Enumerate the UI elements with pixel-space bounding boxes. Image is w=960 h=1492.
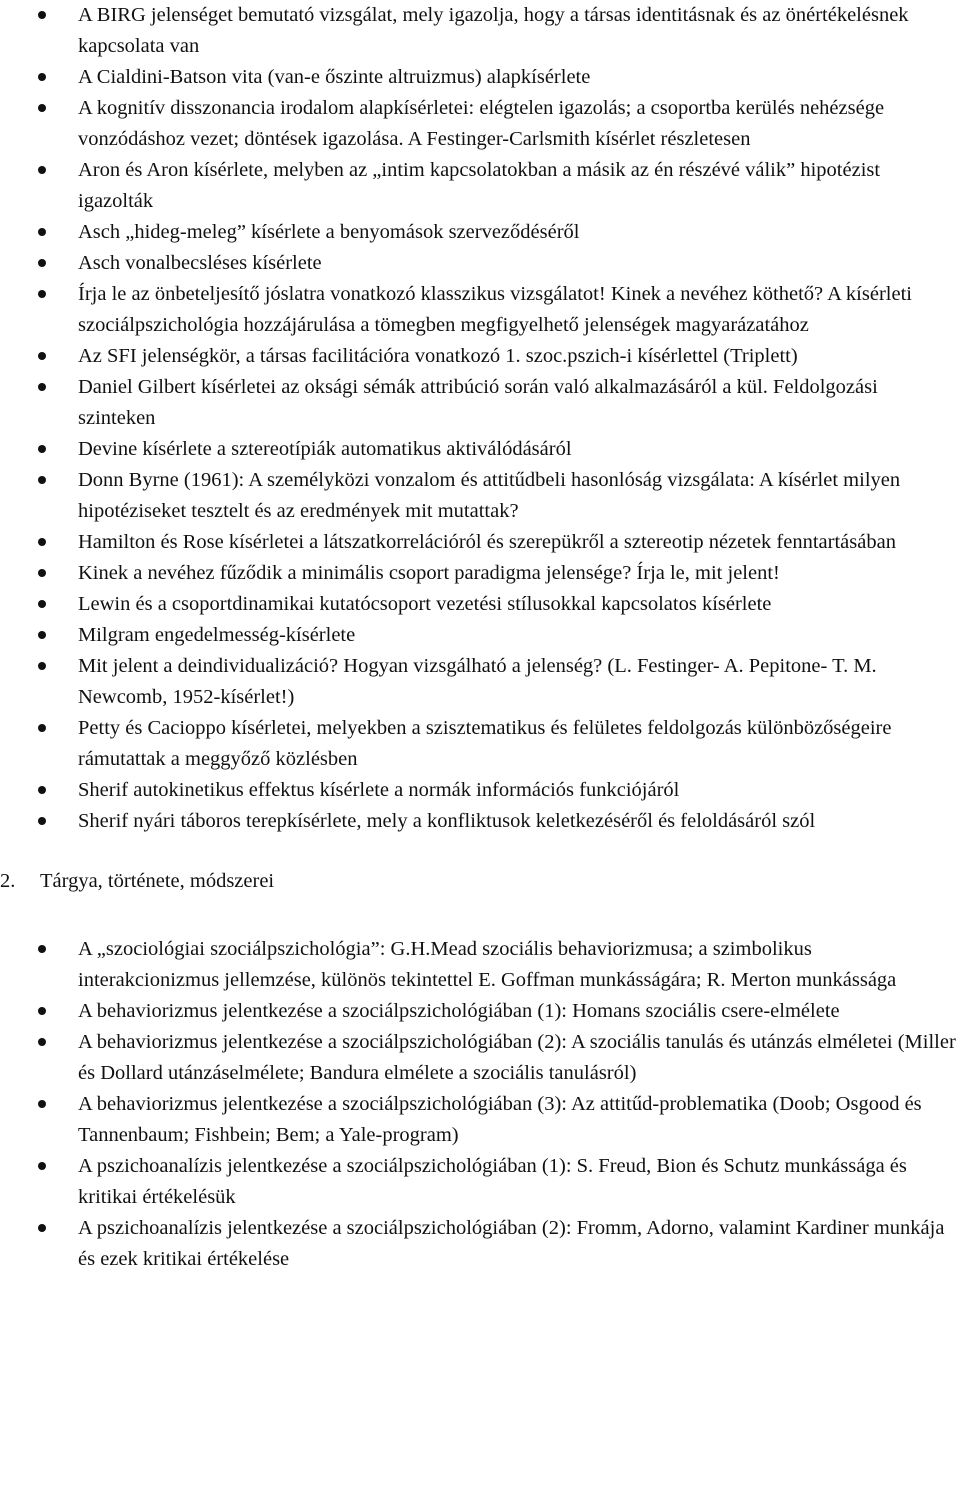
list-item: Petty és Cacioppo kísérletei, melyekben a szisztematikus és felületes feldolgozás különbözőségeire rámutattak a meggyőző közlésben xyxy=(0,713,960,775)
list-item: A behaviorizmus jelentkezése a szociálpszichológiában (2): A szociális tanulás és utánzás elméletei (Miller és Dollard utánzáselmélete; Bandura elmélete a szociális tanulásról) xyxy=(0,1027,960,1089)
list-item: Aron és Aron kísérlete, melyben az „intim kapcsolatokban a másik az én részévé válik” hipotézist igazolták xyxy=(0,155,960,217)
topics-list xyxy=(0,934,960,1275)
list-item: Kinek a nevéhez fűződik a minimális csoport paradigma jelensége? Írja le, mit jelent! xyxy=(0,558,960,589)
list-item: Az SFI jelenségkör, a társas facilitációra vonatkozó 1. szoc.pszich-i kísérlettel (Triplett) xyxy=(0,341,960,372)
list-item: Daniel Gilbert kísérletei az oksági sémák attribúció során való alkalmazásáról a kül. Feldolgozási szinteken xyxy=(0,372,960,434)
list-item: Milgram engedelmesség-kísérlete xyxy=(0,620,960,651)
list-item: A pszichoanalízis jelentkezése a szociálpszichológiában (2): Fromm, Adorno, valamint Kardiner munkája és ezek kritikai értékelése xyxy=(0,1213,960,1275)
list-item: Asch vonalbecsléses kísérlete xyxy=(0,248,960,279)
list-item: Mit jelent a deindividualizáció? Hogyan vizsgálható a jelenség? (L. Festinger- A. Pepitone- T. M. Newcomb, 1952-kísérlet!) xyxy=(0,651,960,713)
list-item: Sherif autokinetikus effektus kísérlete a normák információs funkciójáról xyxy=(0,775,960,806)
list-item: A BIRG jelenséget bemutató vizsgálat, mely igazolja, hogy a társas identitásnak és az önértékelésnek kapcsolata van xyxy=(0,0,960,62)
list-item: Hamilton és Rose kísérletei a látszatkorrelációról és szerepükről a sztereotip nézetek fenntartásában xyxy=(0,527,960,558)
list-item: A Cialdini-Batson vita (van-e őszinte altruizmus) alapkísérlete xyxy=(0,62,960,93)
list-item: A kognitív disszonancia irodalom alapkísérletei: elégtelen igazolás; a csoportba kerülés nehézsége vonzódáshoz vezet; döntések igazolása. A Festinger-Carlsmith kísérlet részletesen xyxy=(0,93,960,155)
list-item: A „szociológiai szociálpszichológia”: G.H.Mead szociális behaviorizmusa; a szimbolikus interakcionizmus jellemzése, különös tekintettel E. Goffman munkásságára; R. Merton munkássága xyxy=(0,934,960,996)
section-heading xyxy=(0,866,960,897)
section-title: Tárgya, története, módszerei xyxy=(40,870,275,892)
list-item: Devine kísérlete a sztereotípiák automatikus aktiválódásáról xyxy=(0,434,960,465)
list-item: Írja le az önbeteljesítő jóslatra vonatkozó klasszikus vizsgálatot! Kinek a nevéhez köthető? A kísérleti szociálpszichológia hozzájárulása a tömegben megfigyelhető jelenségek magyarázatához xyxy=(0,279,960,341)
list-item: A pszichoanalízis jelentkezése a szociálpszichológiában (1): S. Freud, Bion és Schutz munkássága és kritikai értékelésük xyxy=(0,1151,960,1213)
list-item: A behaviorizmus jelentkezése a szociálpszichológiában (3): Az attitűd-problematika (Doob; Osgood és Tannenbaum; Fishbein; Bem; a Yale-program) xyxy=(0,1089,960,1151)
section-number: 2. xyxy=(0,870,16,892)
list-item: Donn Byrne (1961): A személyközi vonzalom és attitűdbeli hasonlóság vizsgálata: A kísérlet milyen hipotéziseket tesztelt és az eredmények mit mutattak? xyxy=(0,465,960,527)
list-item: Lewin és a csoportdinamikai kutatócsoport vezetési stílusokkal kapcsolatos kísérlete xyxy=(0,589,960,620)
list-item: Asch „hideg-meleg” kísérlete a benyomások szerveződéséről xyxy=(0,217,960,248)
list-item: Sherif nyári táboros terepkísérlete, mely a konfliktusok keletkezéséről és feloldásáról szól xyxy=(0,806,960,837)
list-item: A behaviorizmus jelentkezése a szociálpszichológiában (1): Homans szociális csere-elmélete xyxy=(0,996,960,1027)
